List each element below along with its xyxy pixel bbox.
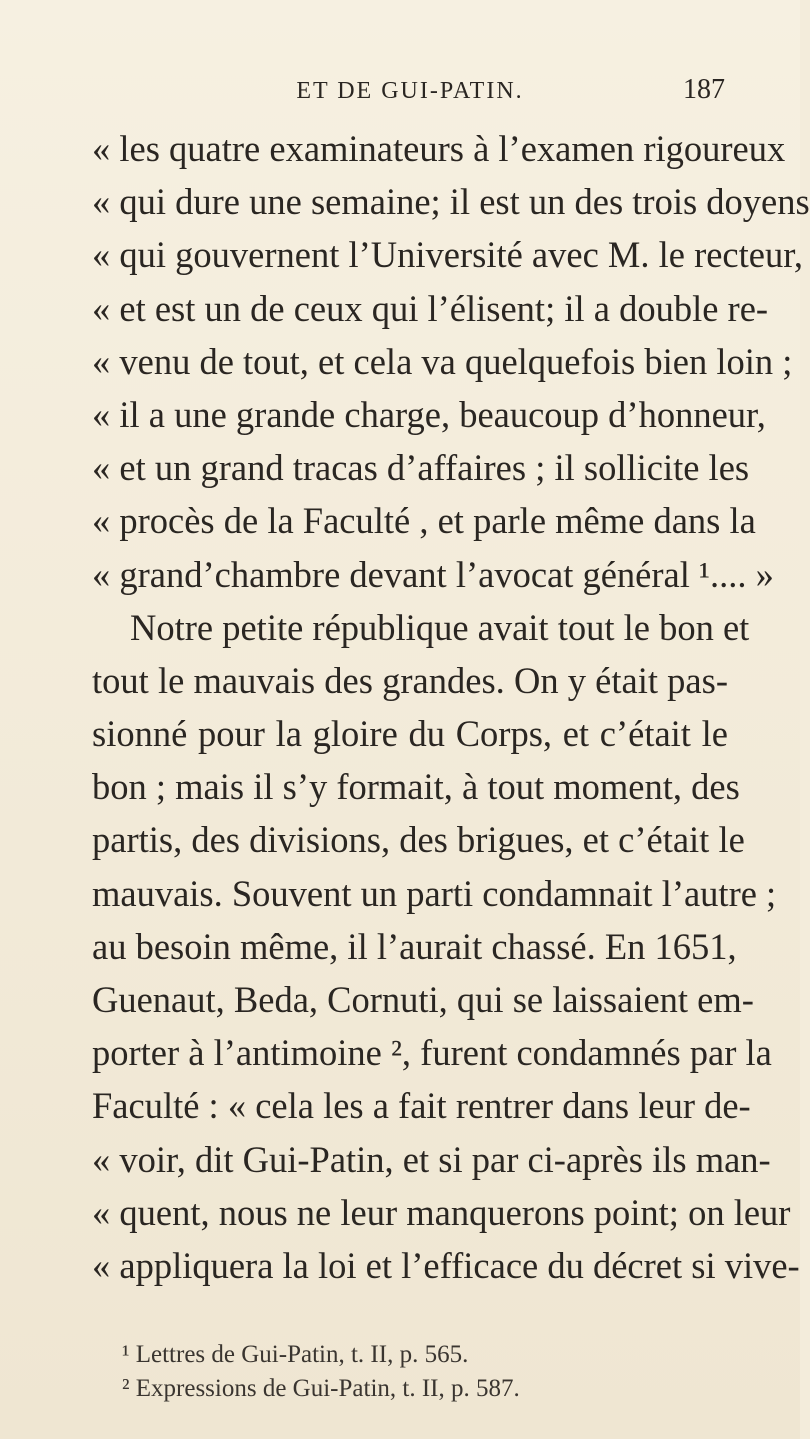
text-line: Guenaut, Beda, Cornuti, qui se laissaient em- bbox=[92, 979, 754, 1020]
running-title: ET DE GUI-PATIN. bbox=[296, 78, 524, 104]
text-line: mauvais. Souvent un parti condamnait l’autre ; bbox=[92, 872, 777, 914]
text-line: « quent, nous ne leur manquerons point; on leur bbox=[92, 1191, 791, 1233]
text-line: « les quatre examinateurs à l’examen rigoureux bbox=[92, 128, 786, 169]
text-line: partis, des divisions, des brigues, et c’était le bbox=[92, 819, 745, 861]
text-line: « appliquera la loi et l’efficace du décret si vive- bbox=[92, 1244, 800, 1286]
text-line: Notre petite république avait tout le bon et bbox=[130, 606, 750, 648]
text-line: au besoin même, il l’aurait chassé. En 1651, bbox=[92, 925, 737, 967]
text-line: bon ; mais il s’y formait, à tout moment, des bbox=[92, 766, 740, 808]
page-number: 187 bbox=[683, 74, 725, 105]
text-line: « et est un de ceux qui l’élisent; il a double re- bbox=[92, 287, 769, 329]
text-line: « grand’chambre devant l’avocat général ¹.... » bbox=[92, 553, 774, 595]
footnote: ² Expressions de Gui-Patin, t. II, p. 587. bbox=[122, 1375, 520, 1402]
body-text bbox=[92, 122, 810, 1292]
footnote: ¹ Lettres de Gui-Patin, t. II, p. 565. bbox=[122, 1341, 469, 1368]
footnotes bbox=[92, 1338, 732, 1406]
text-line: porter à l’antimoine ², furent condamnés par la bbox=[92, 1032, 772, 1074]
text-line: Faculté : « cela les a fait rentrer dans leur de- bbox=[92, 1085, 751, 1127]
text-line: sionné pour la gloire du Corps, et c’était le bbox=[92, 713, 728, 755]
text-line: « venu de tout, et cela va quelquefois bien loin ; bbox=[92, 340, 793, 382]
text-line: « il a une grande charge, beaucoup d’honneur, bbox=[92, 393, 766, 435]
page-header bbox=[95, 74, 725, 114]
text-line: « qui gouvernent l’Université avec M. le recteur, bbox=[92, 234, 804, 276]
text-line: « procès de la Faculté , et parle même dans la bbox=[92, 500, 756, 542]
text-line: « voir, dit Gui-Patin, et si par ci-après ils man- bbox=[92, 1138, 771, 1180]
text-line: « qui dure une semaine; il est un des trois doyens bbox=[92, 181, 810, 223]
text-line: « et un grand tracas d’affaires ; il sollicite les bbox=[92, 447, 750, 489]
text-line: tout le mauvais des grandes. On y était pas- bbox=[92, 659, 728, 701]
